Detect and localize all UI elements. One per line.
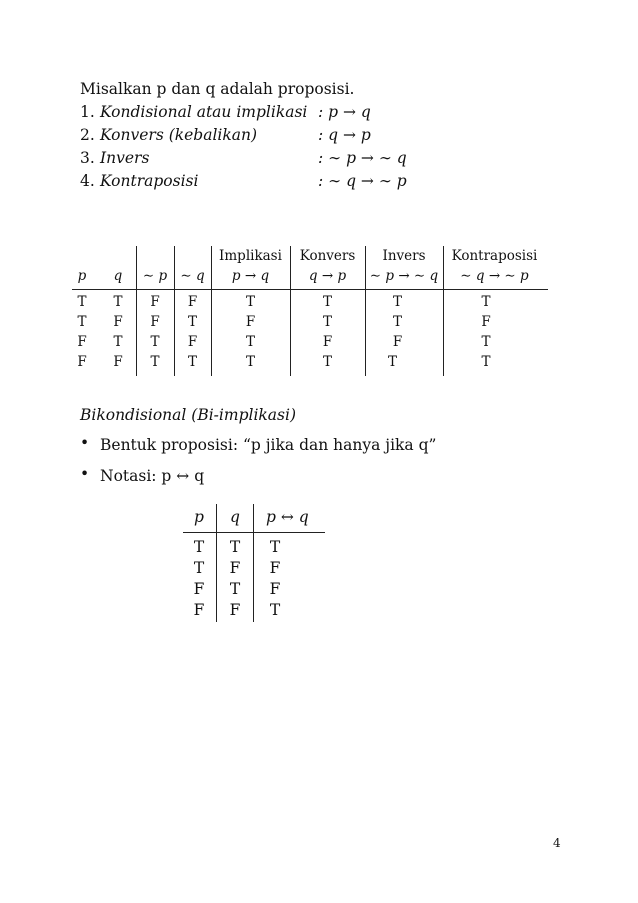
table-cell: T: [392, 294, 402, 310]
table-cell: T: [150, 334, 160, 350]
column-header: ∼ p: [142, 268, 168, 284]
list-item-number: 4.: [80, 172, 95, 190]
table-cell: F: [229, 601, 241, 619]
table-cell: T: [113, 334, 123, 350]
list-item-name: Kondisional atau implikasi: [100, 103, 308, 121]
table-cell: T: [481, 354, 491, 370]
table-cell: F: [77, 354, 87, 370]
table-cell: T: [481, 334, 491, 350]
table-cell: T: [481, 294, 491, 310]
table-cell: F: [392, 334, 403, 350]
table-cell: T: [245, 294, 255, 310]
table-cell: F: [193, 601, 205, 619]
table-cell: T: [193, 559, 205, 577]
list-item-number: 2.: [80, 126, 95, 144]
table-cell: F: [269, 580, 281, 598]
list-item-number: 1.: [80, 103, 95, 121]
group-header: Invers: [382, 248, 426, 264]
table-cell: T: [187, 314, 197, 330]
table-divider: [253, 504, 254, 622]
list-item-number: 3.: [80, 149, 95, 167]
list-item-name: Invers: [100, 149, 150, 167]
table-cell: T: [150, 354, 160, 370]
group-header: Implikasi: [219, 248, 282, 264]
column-header: q: [230, 508, 240, 526]
list-item-formula: : q → p: [318, 126, 371, 144]
table-cell: T: [245, 334, 255, 350]
column-header: ∼ q → ∼ p: [460, 268, 529, 284]
table-cell: F: [269, 559, 281, 577]
table-cell: F: [113, 314, 123, 330]
table-cell: T: [269, 538, 281, 556]
page-number: 4: [553, 836, 561, 850]
bullet-icon: •: [80, 434, 90, 452]
table-cell: T: [187, 354, 197, 370]
table-header-rule: [183, 532, 325, 533]
table-cell: F: [322, 334, 333, 350]
table-cell: F: [150, 294, 160, 310]
table-cell: F: [187, 334, 198, 350]
table-cell: F: [481, 314, 491, 330]
bullet-icon: •: [80, 465, 90, 483]
group-header: Kontraposisi: [451, 248, 538, 264]
list-item-name: Konvers (kebalikan): [100, 126, 258, 144]
table-cell: F: [113, 354, 123, 370]
table-cell: F: [229, 559, 241, 577]
column-header: ∼ q: [180, 268, 205, 284]
column-header: p: [194, 508, 204, 526]
table-divider: [216, 504, 217, 622]
table-header-rule: [72, 289, 548, 290]
table-cell: T: [113, 294, 123, 310]
list-item-formula: : ∼ p → ∼ q: [318, 149, 407, 167]
table-cell: T: [77, 294, 87, 310]
intro-line: Misalkan p dan q adalah proposisi.: [80, 80, 355, 98]
list-item-name: Kontraposisi: [100, 172, 199, 190]
table-cell: T: [387, 354, 397, 370]
table-cell: T: [322, 314, 332, 330]
table-cell: T: [269, 601, 281, 619]
group-header: Konvers: [299, 248, 356, 264]
table-cell: T: [392, 314, 402, 330]
bullet-text: Notasi: p ↔ q: [100, 467, 205, 485]
column-header: q: [113, 268, 123, 284]
table-cell: F: [187, 294, 198, 310]
column-header: p: [77, 268, 87, 284]
column-header: ∼ p → ∼ q: [369, 268, 439, 284]
table-cell: T: [229, 538, 241, 556]
section-title: Bikondisional (Bi-implikasi): [80, 406, 297, 424]
column-header: q → p: [308, 268, 347, 284]
column-header: p → q: [231, 268, 270, 284]
table-cell: T: [77, 314, 87, 330]
table-cell: T: [322, 294, 332, 310]
list-item-formula: : p → q: [318, 103, 371, 121]
table-cell: T: [229, 580, 241, 598]
table-cell: T: [322, 354, 332, 370]
table-cell: F: [245, 314, 256, 330]
table-cell: F: [193, 580, 205, 598]
table-cell: T: [193, 538, 205, 556]
table-cell: F: [77, 334, 87, 350]
table-cell: F: [150, 314, 160, 330]
bullet-text: Bentuk proposisi: “p jika dan hanya jika q”: [100, 436, 437, 454]
list-item-formula: : ∼ q → ∼ p: [318, 172, 407, 190]
table-cell: T: [245, 354, 255, 370]
column-header: p ↔ q: [266, 508, 309, 526]
